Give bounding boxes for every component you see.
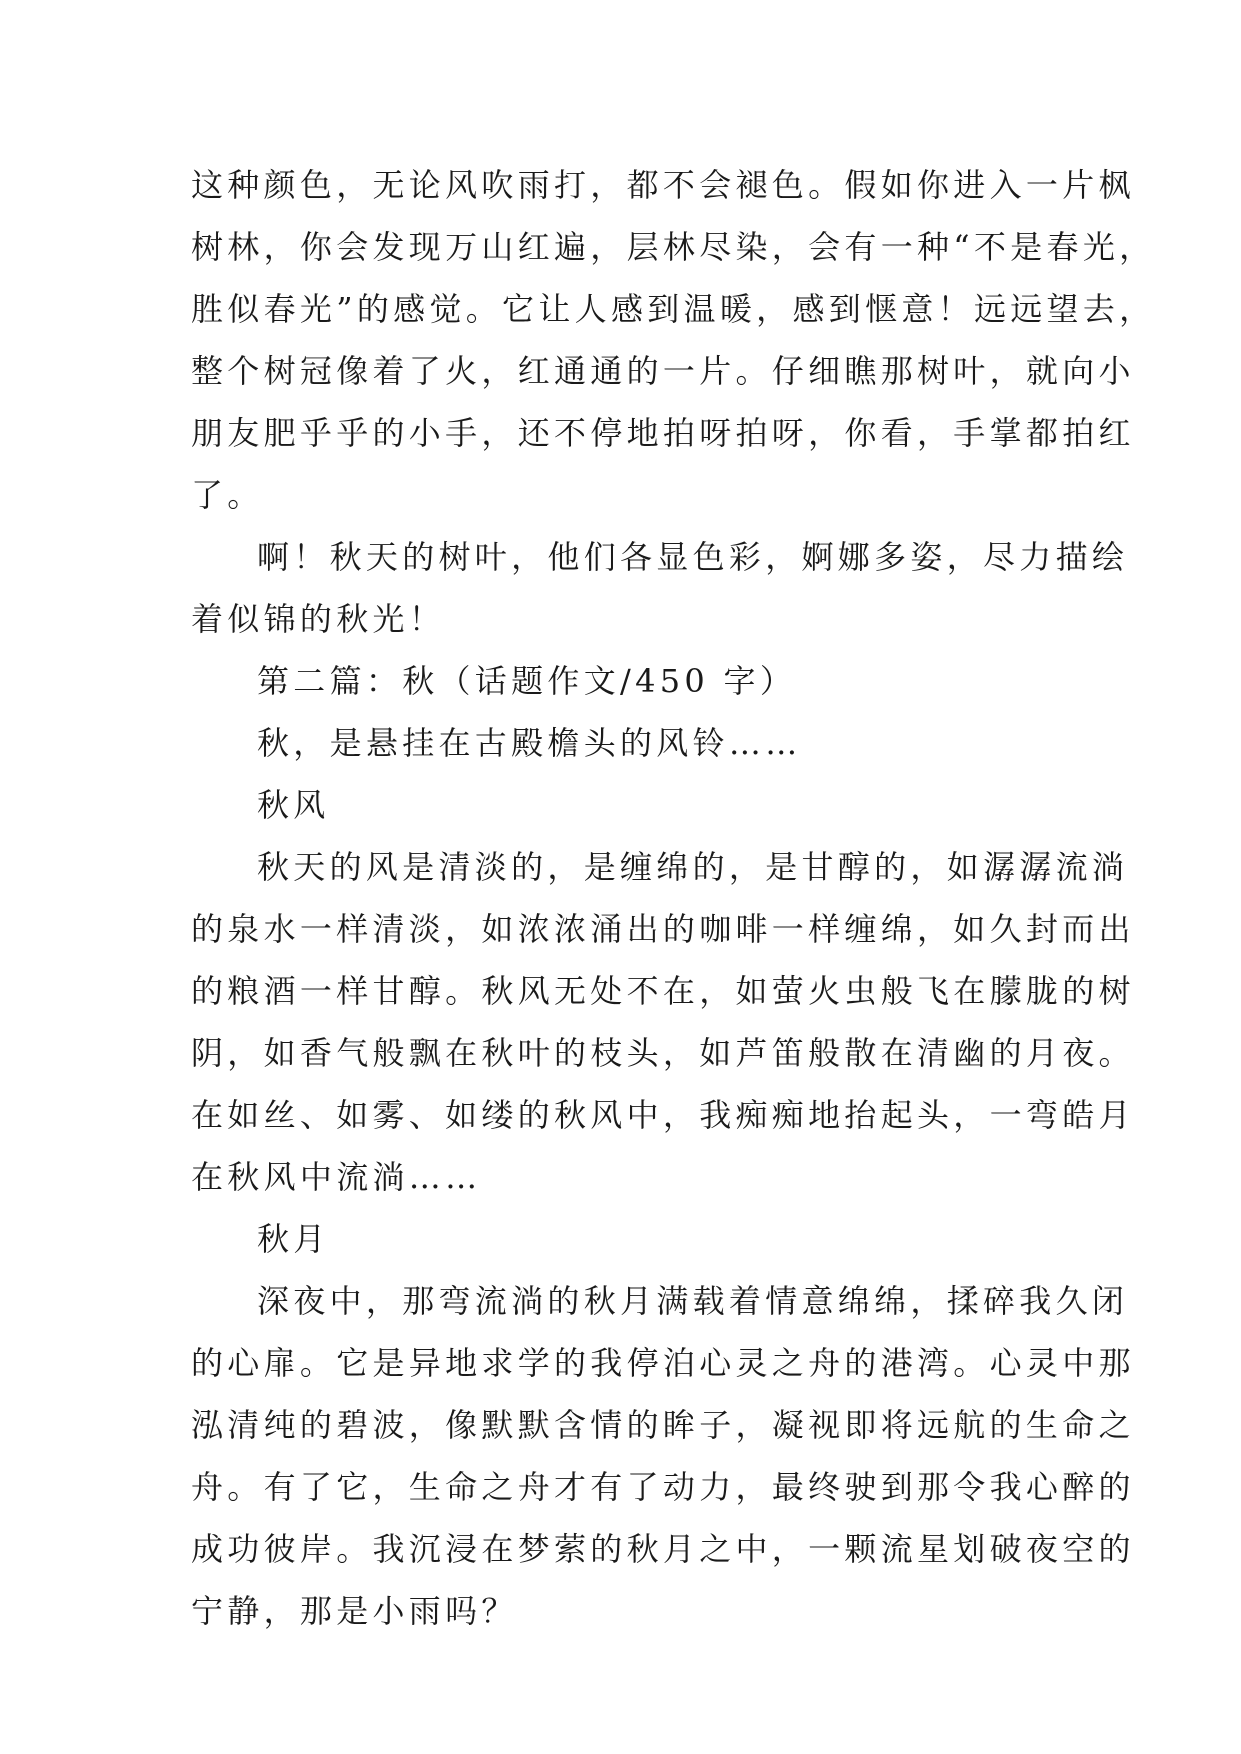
- text-line: 宁静，那是小雨吗？: [191, 1592, 518, 1630]
- text-line: 阴，如香气般飘在秋叶的枝头，如芦笛般散在清幽的月夜。: [191, 1034, 1135, 1072]
- text-line: 着似锦的秋光！: [191, 600, 446, 638]
- text-line: 啊！秋天的树叶，他们各显色彩，婀娜多姿，尽力描绘: [257, 538, 1129, 576]
- text-line: 朋友肥乎乎的小手，还不停地拍呀拍呀，你看，手掌都拍红: [191, 414, 1135, 452]
- text-line: 这种颜色，无论风吹雨打，都不会褪色。假如你进入一片枫: [191, 166, 1135, 204]
- text-line: 秋，是悬挂在古殿檐头的风铃……: [257, 724, 802, 762]
- text-line: 的粮酒一样甘醇。秋风无处不在，如萤火虫般飞在朦胧的树: [191, 972, 1135, 1010]
- text-line: 在秋风中流淌……: [191, 1158, 482, 1196]
- text-line: 成功彼岸。我沉浸在梦萦的秋月之中，一颗流星划破夜空的: [191, 1530, 1135, 1568]
- section-heading: 第二篇：秋（话题作文/450 字）: [257, 662, 797, 700]
- text-line: 深夜中，那弯流淌的秋月满载着情意绵绵，揉碎我久闭: [257, 1282, 1129, 1320]
- text-line: 了。: [191, 476, 264, 514]
- text-line: 舟。有了它，生命之舟才有了动力，最终驶到那令我心醉的: [191, 1468, 1135, 1506]
- text-line: 在如丝、如雾、如缕的秋风中，我痴痴地抬起头，一弯皓月: [191, 1096, 1135, 1134]
- text-line: 秋天的风是清淡的，是缠绵的，是甘醇的，如潺潺流淌: [257, 848, 1129, 886]
- text-line: 树林，你会发现万山红遍，层林尽染，会有一种“不是春光，: [191, 228, 1156, 266]
- text-line: 整个树冠像着了火，红通通的一片。仔细瞧那树叶，就向小: [191, 352, 1135, 390]
- text-line: 的心扉。它是异地求学的我停泊心灵之舟的港湾。心灵中那: [191, 1344, 1135, 1382]
- text-line: 泓清纯的碧波，像默默含情的眸子，凝视即将远航的生命之: [191, 1406, 1135, 1444]
- subsection-heading: 秋月: [257, 1220, 330, 1258]
- subsection-heading: 秋风: [257, 786, 330, 824]
- text-line: 的泉水一样清淡，如浓浓涌出的咖啡一样缠绵，如久封而出: [191, 910, 1135, 948]
- text-line: 胜似春光”的感觉。它让人感到温暖，感到惬意！远远望去，: [191, 290, 1156, 328]
